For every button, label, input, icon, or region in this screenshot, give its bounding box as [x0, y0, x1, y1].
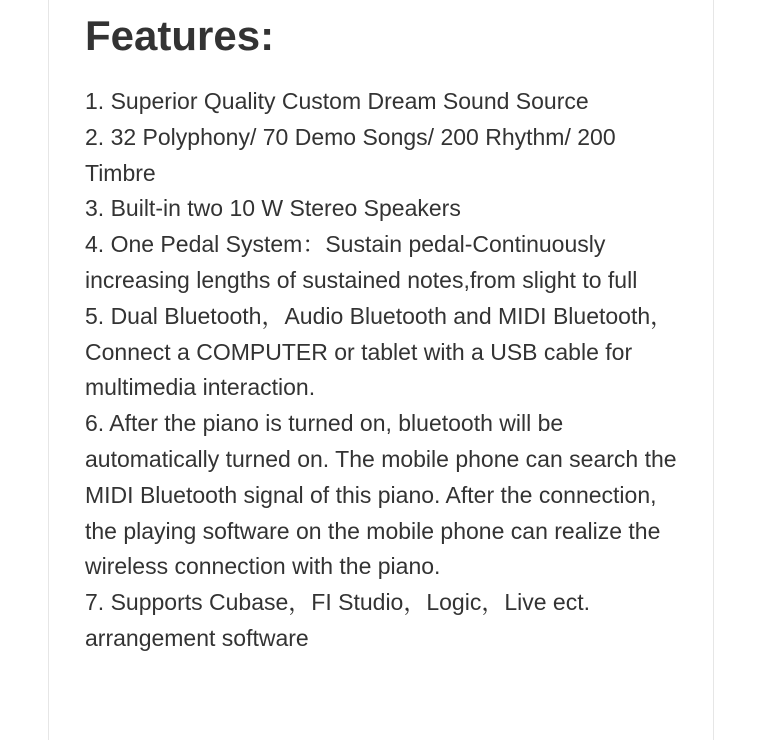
feature-item-3: 3. Built-in two 10 W Stereo Speakers [85, 195, 461, 222]
feature-item-6: 6. After the piano is turned on, bluetooth will be automatically turned on. The mobile phone can search the MIDI Bluetooth signal of this piano. After the connection, the playing software on the mobile phone can realize the wireless connection with the piano. [85, 410, 677, 580]
features-list [85, 84, 685, 657]
features-heading: Features: [85, 12, 275, 59]
feature-item-7: 7. Supports Cubase，FI Studio，Logic，Live ect. arrangement software [85, 589, 590, 651]
feature-item-2: 2. 32 Polyphony/ 70 Demo Songs/ 200 Rhythm/ 200 Timbre [85, 123, 616, 186]
features-section [85, 10, 685, 657]
feature-item-1: 1. Superior Quality Custom Dream Sound Source [85, 88, 589, 114]
feature-item-5: 5. Dual Bluetooth，Audio Bluetooth and MIDI Bluetooth，Connect a COMPUTER or tablet with a USB cable for multimedia interaction. [85, 302, 674, 401]
feature-item-4: 4. One Pedal System：Sustain pedal-Continuously increasing lengths of sustained notes,from slight to full [85, 231, 638, 293]
